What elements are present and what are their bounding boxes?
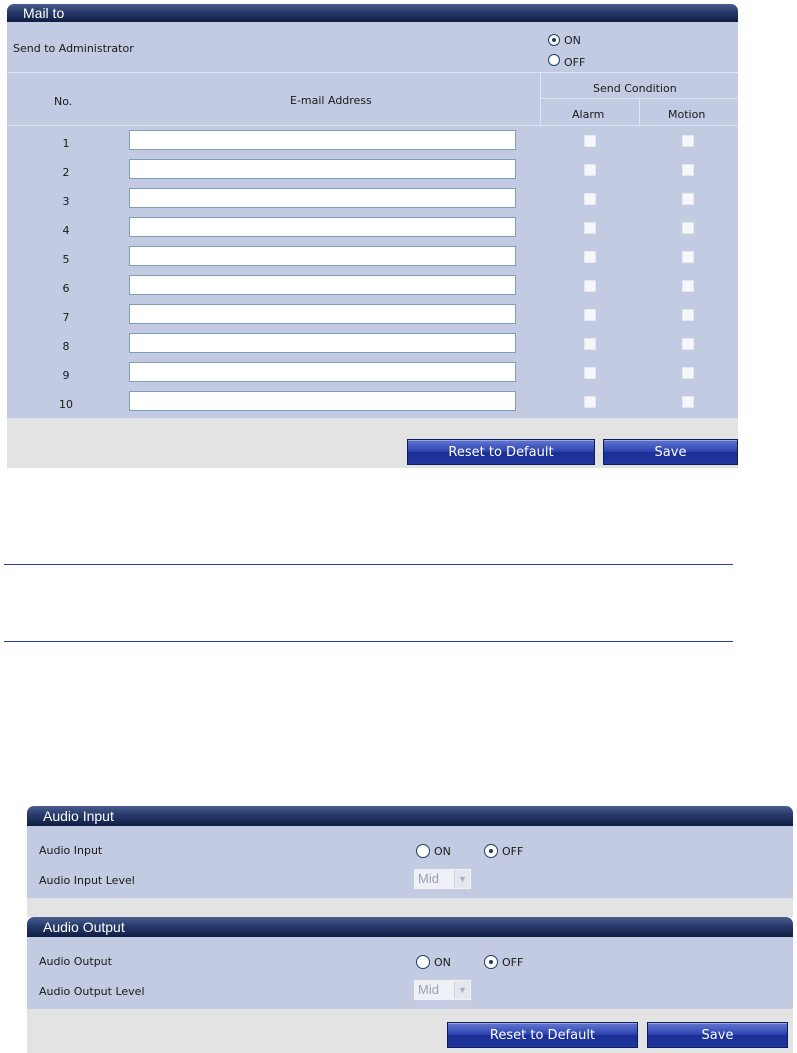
audio-output-on-label: ON (434, 956, 451, 969)
send-admin-off-radio[interactable] (548, 54, 560, 66)
send-admin-on-radio[interactable] (548, 34, 560, 46)
mail-save-button[interactable]: Save (603, 439, 738, 465)
alarm-column-header: Alarm (572, 108, 605, 121)
audio-output-on-radio[interactable] (416, 955, 430, 969)
alarm-checkbox-2[interactable] (584, 164, 596, 176)
motion-checkbox-2[interactable] (682, 164, 694, 176)
chevron-down-icon: ▼ (454, 981, 470, 999)
email-input-2[interactable] (129, 159, 516, 179)
alarm-motion-divider (639, 98, 640, 125)
separator-line-top (4, 564, 733, 565)
row-9-number: 9 (62, 369, 70, 382)
motion-checkbox-5[interactable] (682, 251, 694, 263)
audio-input-off-label: OFF (502, 845, 524, 858)
audio-footer (27, 1009, 793, 1053)
motion-checkbox-8[interactable] (682, 338, 694, 350)
row-5-number: 5 (62, 253, 70, 266)
motion-checkbox-3[interactable] (682, 193, 694, 205)
motion-checkbox-1[interactable] (682, 135, 694, 147)
audio-output-level-value: Mid (418, 982, 439, 997)
motion-checkbox-7[interactable] (682, 309, 694, 321)
audio-output-header (27, 917, 793, 937)
alarm-checkbox-5[interactable] (584, 251, 596, 263)
motion-checkbox-6[interactable] (682, 280, 694, 292)
alarm-checkbox-3[interactable] (584, 193, 596, 205)
row-6-number: 6 (62, 282, 70, 295)
audio-output-level-select[interactable] (413, 979, 472, 1001)
email-input-1[interactable] (129, 130, 516, 150)
audio-output-off-label: OFF (502, 956, 524, 969)
audio-input-on-label: ON (434, 845, 451, 858)
alarm-checkbox-1[interactable] (584, 135, 596, 147)
motion-column-header: Motion (668, 108, 706, 121)
audio-output-off-radio[interactable] (484, 955, 498, 969)
audio-input-level-select[interactable] (413, 868, 472, 890)
table-header-bottom (7, 125, 738, 126)
audio-reset-to-default-button[interactable]: Reset to Default (447, 1022, 638, 1048)
email-input-10[interactable] (129, 391, 516, 411)
audio-output-panel (27, 937, 793, 1009)
audio-input-on-radio[interactable] (416, 844, 430, 858)
no-column-header: No. (54, 95, 73, 108)
mail-reset-to-default-button[interactable]: Reset to Default (407, 439, 595, 465)
mail-to-title: Mail to (23, 5, 65, 21)
mail-to-panel (7, 22, 738, 418)
audio-output-label: Audio Output (39, 955, 112, 968)
audio-input-panel (27, 826, 793, 898)
email-input-9[interactable] (129, 362, 516, 382)
alarm-checkbox-7[interactable] (584, 309, 596, 321)
send-condition-header: Send Condition (593, 82, 677, 95)
mail-to-footer (7, 418, 738, 468)
motion-checkbox-9[interactable] (682, 367, 694, 379)
alarm-checkbox-10[interactable] (584, 396, 596, 408)
alarm-checkbox-4[interactable] (584, 222, 596, 234)
row-7-number: 7 (62, 311, 70, 324)
row-2-number: 2 (62, 166, 70, 179)
row-8-number: 8 (62, 340, 70, 353)
alarm-checkbox-6[interactable] (584, 280, 596, 292)
audio-output-title: Audio Output (43, 919, 125, 935)
audio-input-label: Audio Input (39, 844, 103, 857)
email-input-8[interactable] (129, 333, 516, 353)
motion-checkbox-10[interactable] (682, 396, 694, 408)
email-input-3[interactable] (129, 188, 516, 208)
chevron-down-icon: ▼ (454, 870, 470, 888)
alarm-checkbox-8[interactable] (584, 338, 596, 350)
email-input-6[interactable] (129, 275, 516, 295)
audio-input-header (27, 806, 793, 826)
mail-to-header (7, 4, 738, 22)
table-top-divider (7, 72, 738, 73)
email-column-header: E-mail Address (290, 94, 372, 107)
send-admin-on-label: ON (564, 34, 581, 47)
row-3-number: 3 (62, 195, 70, 208)
separator-line-bottom (4, 641, 733, 642)
audio-input-level-value: Mid (418, 871, 439, 886)
audio-output-level-label: Audio Output Level (39, 985, 145, 998)
email-input-7[interactable] (129, 304, 516, 324)
audio-input-title: Audio Input (43, 808, 114, 824)
row-10-number: 10 (59, 398, 73, 411)
audio-save-button[interactable]: Save (647, 1022, 788, 1048)
email-input-5[interactable] (129, 246, 516, 266)
email-input-4[interactable] (129, 217, 516, 237)
send-admin-off-label: OFF (564, 56, 586, 69)
row-4-number: 4 (62, 224, 70, 237)
audio-section-gap (27, 898, 793, 917)
audio-input-off-radio[interactable] (484, 844, 498, 858)
alarm-checkbox-9[interactable] (584, 367, 596, 379)
row-1-number: 1 (62, 137, 70, 150)
motion-checkbox-4[interactable] (682, 222, 694, 234)
send-to-admin-label: Send to Administrator (13, 42, 134, 55)
audio-input-level-label: Audio Input Level (39, 874, 135, 887)
